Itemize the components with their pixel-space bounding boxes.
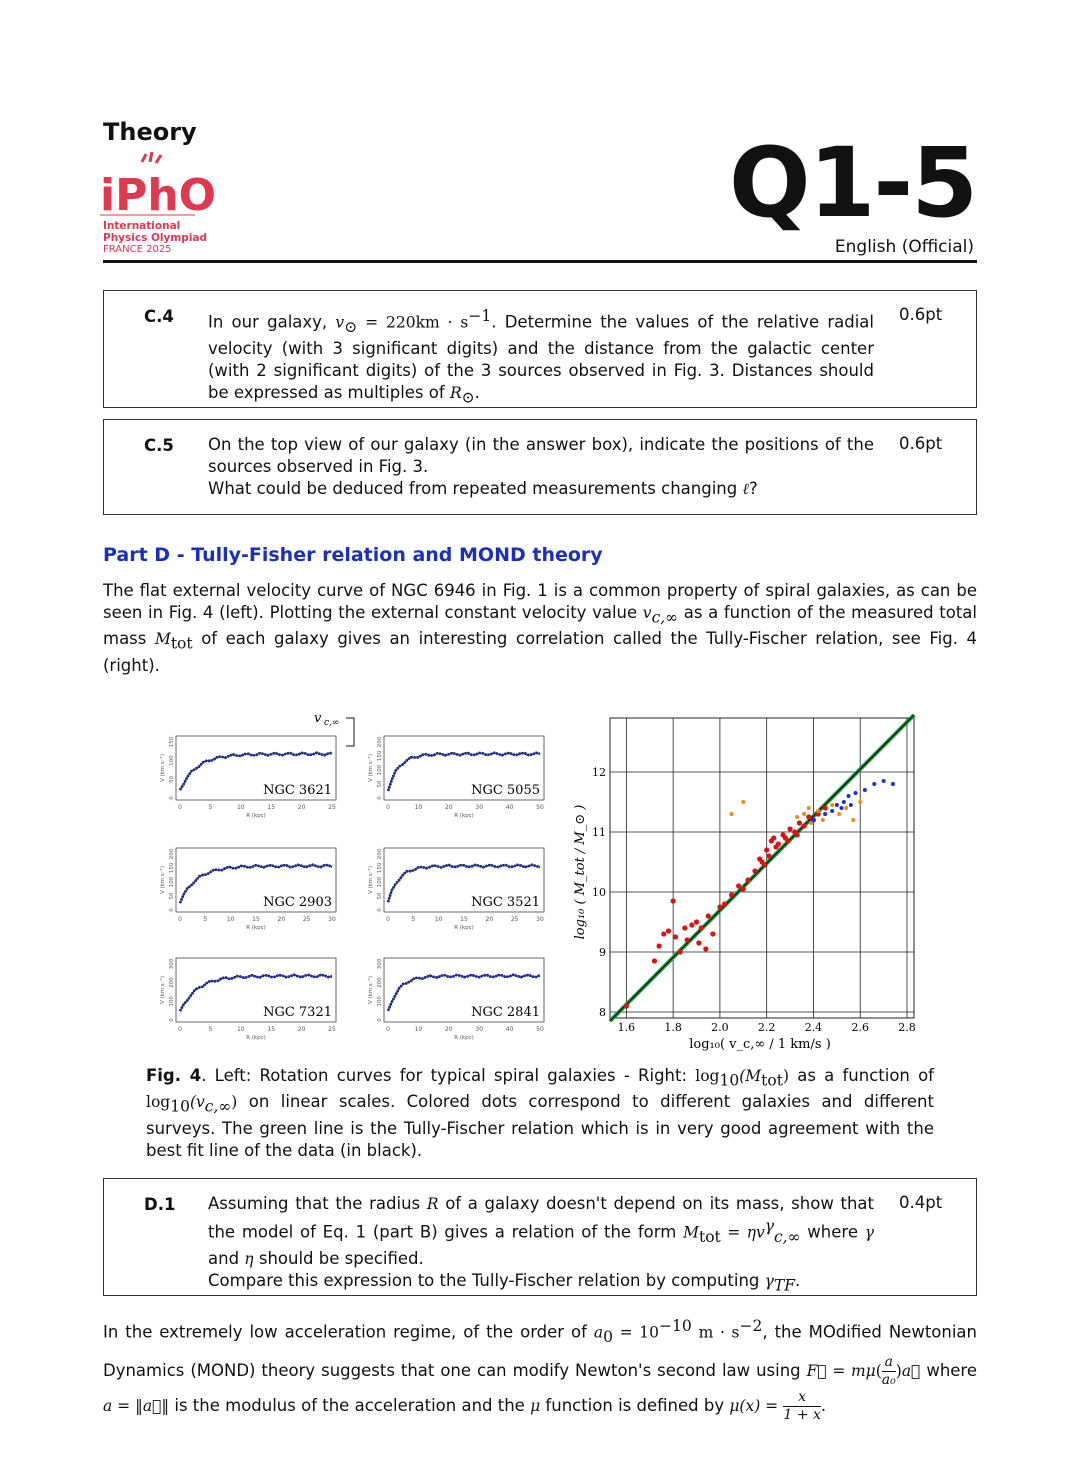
y-tick-label: 50: [169, 892, 175, 900]
data-point-orange: [730, 812, 734, 816]
data-point-red: [717, 904, 722, 909]
tick-label: 50: [536, 804, 544, 811]
x-tick-label: 1.8: [664, 1021, 682, 1034]
data-point-red: [671, 898, 676, 903]
tick-label: 10: [414, 804, 423, 811]
y-tick-label: 0: [169, 796, 175, 800]
data-point-red: [771, 835, 776, 840]
tick-label: 25: [328, 1026, 336, 1033]
y-tick-label: 0: [169, 908, 175, 912]
section-title: Theory: [103, 118, 197, 146]
x-label: R (kpc): [454, 1035, 474, 1041]
rotation-panel: [159, 848, 336, 931]
y-axis-label: log₁₀ ( M_tot / M_⊙ ): [573, 804, 588, 940]
language-label: English (Official): [834, 237, 974, 257]
tick-label: 40: [505, 1026, 514, 1033]
mond-paragraph: In the extremely low acceleration regime, of the order of $a_0 = 10^{-10}$ $m \cdot s^{-2}$, the MOdified Newtonian Dynamics (MOND) theory suggests that one can modify Newton's second law using F⃗ = mμ( $\frac{a}{\text{a₀}}$ )a⃗ where a = ‖a⃗‖ is the modulus of the acceleration and the μ function is defined by μ(x) = $\frac{x}{1 + x}$ .: [103, 1317, 978, 1423]
tick-label: 0: [386, 916, 390, 923]
data-point-orange: [741, 800, 745, 804]
data-point-red: [787, 826, 792, 831]
y-tick-label: 0: [377, 796, 383, 800]
data-point-blue: [847, 794, 851, 798]
data-point-orange: [795, 815, 799, 819]
x-label: R (kpc): [454, 925, 474, 931]
tick-label: 30: [475, 1026, 484, 1033]
y-tick-label: 150: [377, 862, 383, 874]
y-label: V (km s⁻¹): [160, 975, 166, 1005]
tick-label: 0: [178, 804, 182, 811]
y-label: V (km s⁻¹): [160, 865, 166, 895]
data-point-blue: [882, 779, 886, 783]
panel-name: NGC 7321: [263, 1005, 332, 1020]
tick-label: 40: [505, 804, 514, 811]
y-tick-label: 200: [377, 848, 383, 860]
data-point-red: [745, 877, 750, 882]
x-tick-label: 2.0: [711, 1021, 729, 1034]
data-point-red: [666, 928, 671, 933]
tick-label: 5: [411, 916, 416, 923]
panel-name: NGC 2841: [471, 1005, 540, 1020]
data-point-red: [741, 886, 746, 891]
data-point-red: [624, 1003, 629, 1008]
data-point-red: [694, 919, 699, 924]
data-point-red: [696, 940, 701, 945]
tick-label: 0: [178, 1026, 182, 1033]
data-point-orange: [844, 806, 848, 810]
data-point-red: [766, 853, 771, 858]
y-label: V (km s⁻¹): [368, 753, 374, 783]
logo-caption: [103, 220, 207, 244]
tick-label: 20: [277, 916, 286, 923]
tully-fisher-chart: [570, 712, 926, 1057]
data-point-orange: [816, 809, 820, 813]
x-label: R (kpc): [454, 813, 474, 819]
data-point-blue: [849, 803, 853, 807]
data-point-red: [722, 901, 727, 906]
vc-bracket: [346, 718, 354, 746]
data-point-red: [764, 847, 769, 852]
data-point-red: [823, 805, 828, 810]
data-point-red: [729, 892, 734, 897]
logo-line1: International: [103, 220, 181, 232]
y-tick-label: 0: [169, 1018, 175, 1022]
tick-label: 5: [208, 804, 213, 811]
tick-label: 30: [328, 916, 336, 923]
tick-label: 15: [267, 804, 276, 811]
panel-name: NGC 3521: [471, 895, 540, 910]
question-number: Q1-5: [728, 127, 976, 239]
data-point-blue: [863, 788, 867, 792]
data-point-blue: [854, 791, 858, 795]
mond-fraction: $\frac{a}{\text{a₀}}$: [881, 1353, 896, 1388]
data-point-red: [706, 913, 711, 918]
data-point-red: [657, 943, 662, 948]
rotation-panel: [367, 848, 544, 931]
question-points: 0.6pt: [899, 305, 943, 324]
rotation-panel: [367, 958, 544, 1041]
data-point-red: [682, 925, 687, 930]
y-tick-label: 12: [592, 766, 606, 779]
logo-line3: FRANCE 2025: [103, 244, 172, 255]
x-tick-label: 2.4: [804, 1021, 823, 1034]
x-label: R (kpc): [246, 925, 266, 931]
x-tick-label: 2.2: [757, 1021, 776, 1034]
question-id: D.1: [144, 1195, 176, 1214]
data-point-red: [797, 820, 802, 825]
y-tick-label: 0: [377, 908, 383, 912]
data-point-orange: [807, 806, 811, 810]
data-point-red: [752, 868, 757, 873]
data-point-orange: [821, 818, 825, 822]
tick-label: 20: [444, 1026, 453, 1033]
rotation-panel: [159, 958, 336, 1041]
x-axis-label: log₁₀( v_c,∞ / 1 km/s ): [689, 1037, 831, 1052]
tick-label: 15: [267, 1026, 276, 1033]
y-tick-label: 8: [599, 1006, 606, 1019]
data-point-orange: [851, 818, 855, 822]
y-tick-label: 50: [169, 775, 175, 783]
question-box-c4: [103, 290, 977, 408]
y-tick-label: 200: [169, 977, 175, 988]
tick-label: 30: [475, 804, 484, 811]
vc-label: v: [314, 711, 322, 726]
y-tick-label: 300: [377, 958, 383, 970]
panel-name: NGC 5055: [471, 783, 540, 798]
intro-paragraph: The flat external velocity curve of NGC 6946 in Fig. 1 is a common property of spiral galaxies, as can be seen in Fig. 4 (left). Plotting the external constant velocity value $v_{c,\infty}$ as a function of the measured total mass $M_{tot}$ of each galaxy gives an interesting correlation called the Tully-Fischer relation, see Fig. 4 (right).: [103, 581, 978, 675]
logo-line2: Physics Olympiad: [103, 232, 208, 244]
tick-label: 25: [510, 916, 519, 923]
data-point-red: [689, 922, 694, 927]
y-tick-label: 150: [377, 750, 383, 762]
tick-label: 20: [485, 916, 494, 923]
panel-name: NGC 3621: [263, 783, 332, 798]
tick-label: 15: [252, 916, 260, 923]
y-tick-label: 100: [377, 996, 383, 1007]
tick-label: 10: [236, 804, 245, 811]
x-tick-label: 1.6: [617, 1021, 636, 1034]
x-tick-label: 2.8: [898, 1021, 916, 1034]
rotation-panel: [367, 736, 544, 819]
data-point-red: [673, 934, 678, 939]
y-tick-label: 300: [169, 958, 175, 970]
y-tick-label: 100: [377, 876, 383, 888]
panel-name: NGC 2903: [263, 895, 332, 910]
tick-label: 5: [208, 1026, 213, 1033]
header-divider: [103, 260, 977, 263]
y-tick-label: 9: [599, 946, 606, 959]
data-point-orange: [858, 800, 862, 804]
question-box-d1: [103, 1178, 977, 1296]
tick-label: 5: [203, 916, 208, 923]
data-point-red: [710, 931, 715, 936]
data-point-blue: [872, 782, 876, 786]
mu-fraction: $\frac{x}{1 + x}$: [783, 1388, 821, 1423]
data-point-blue: [811, 818, 815, 822]
tick-label: 25: [328, 804, 336, 811]
y-tick-label: 100: [169, 876, 175, 888]
tick-label: 0: [386, 804, 390, 811]
tick-label: 15: [460, 916, 468, 923]
data-point-red: [806, 814, 811, 819]
data-point-orange: [837, 812, 841, 816]
tick-label: 20: [444, 804, 453, 811]
logo-wordmark: iPhO: [100, 170, 217, 221]
y-tick-label: 11: [592, 826, 606, 839]
tick-label: 10: [434, 916, 443, 923]
y-label: V (km s⁻¹): [368, 865, 374, 895]
data-point-red: [685, 937, 690, 942]
data-point-blue: [835, 803, 839, 807]
tick-label: 0: [386, 1026, 390, 1033]
y-tick-label: 0: [377, 1018, 383, 1022]
tick-label: 25: [302, 916, 311, 923]
tick-label: 10: [226, 916, 235, 923]
data-point-blue: [840, 806, 844, 810]
x-label: R (kpc): [246, 1035, 266, 1041]
data-point-red: [652, 958, 657, 963]
tick-label: 10: [414, 1026, 423, 1033]
tick-label: 0: [178, 916, 182, 923]
y-tick-label: 150: [169, 862, 175, 874]
figure-caption: Fig. 4. Left: Rotation curves for typical spiral galaxies - Right: $\log_{10}(M_{tot})$ as a function of $\log_{10}(v_{c,\infty})$ on linear scales. Colored dots correspond to different galaxies and different surveys. The green line is the Tully-Fischer relation which is in very good agreement with the best fit line of the data (in black).: [146, 1066, 934, 1160]
data-point-blue: [830, 809, 834, 813]
y-tick-label: 200: [377, 736, 383, 748]
data-point-red: [678, 949, 683, 954]
data-point-orange: [830, 803, 834, 807]
question-text: On the top view of our galaxy (in the answer box), indicate the positions of the sources observed in Fig. 3. What could be deduced from repeated measurements changing ℓ?: [208, 435, 874, 498]
question-points: 0.6pt: [899, 434, 943, 453]
y-tick-label: 100: [169, 996, 175, 1007]
data-point-red: [794, 832, 799, 837]
y-tick-label: 100: [169, 755, 175, 766]
rotation-curves-figure: [146, 706, 566, 1051]
tick-label: 30: [536, 916, 544, 923]
y-tick-label: 50: [377, 892, 383, 900]
tick-label: 50: [536, 1026, 544, 1033]
data-point-red: [736, 883, 741, 888]
tick-label: 20: [297, 804, 306, 811]
data-point-red: [762, 862, 767, 867]
tick-label: 10: [236, 1026, 245, 1033]
data-point-red: [785, 838, 790, 843]
rotation-panel: [159, 736, 336, 819]
y-tick-label: 200: [169, 848, 175, 860]
y-tick-label: 50: [377, 780, 383, 788]
data-point-blue: [891, 782, 895, 786]
data-point-red: [801, 823, 806, 828]
data-point-blue: [823, 812, 827, 816]
x-tick-label: 2.6: [851, 1021, 869, 1034]
question-box-c5: [103, 419, 977, 515]
question-id: C.4: [144, 307, 174, 326]
y-label: V (km s⁻¹): [368, 975, 374, 1005]
data-point-red: [703, 946, 708, 951]
question-text: Assuming that the radius R of a galaxy doesn't depend on its mass, show that the model of Eq. 1 (part B) gives a relation of the form $M_{tot} = \eta v^\gamma_{c,\infty}$ where γ and η should be specified. Compare this expression to the Tully-Fischer relation by computing $\gamma_{TF}$.: [208, 1194, 875, 1295]
data-point-red: [661, 931, 666, 936]
x-label: R (kpc): [246, 813, 266, 819]
data-point-red: [699, 925, 704, 930]
y-tick-label: 100: [377, 764, 383, 776]
vc-label-sub: c,∞: [324, 718, 340, 728]
question-text: In our galaxy, $v_⊙ = 220km \cdot s^{-1}$. Determine the values of the relative radial velocity (with 3 significant digits) and the distance from the galactic center (with 2 significant digits) of the 3 sources observed in Fig. 3. Distances should be expressed as multiples of $R_⊙$.: [208, 307, 874, 407]
data-point-orange: [802, 812, 806, 816]
part-title: Part D - Tully-Fisher relation and MOND theory: [103, 544, 603, 566]
tick-label: 20: [297, 1026, 306, 1033]
data-point-red: [776, 841, 781, 846]
y-label: V (km s⁻¹): [160, 753, 166, 783]
y-tick-label: 200: [377, 977, 383, 988]
question-points: 0.4pt: [899, 1193, 943, 1212]
y-tick-label: 10: [592, 886, 606, 899]
question-id: C.5: [144, 436, 174, 455]
data-point-blue: [842, 800, 846, 804]
y-tick-label: 150: [169, 736, 175, 748]
